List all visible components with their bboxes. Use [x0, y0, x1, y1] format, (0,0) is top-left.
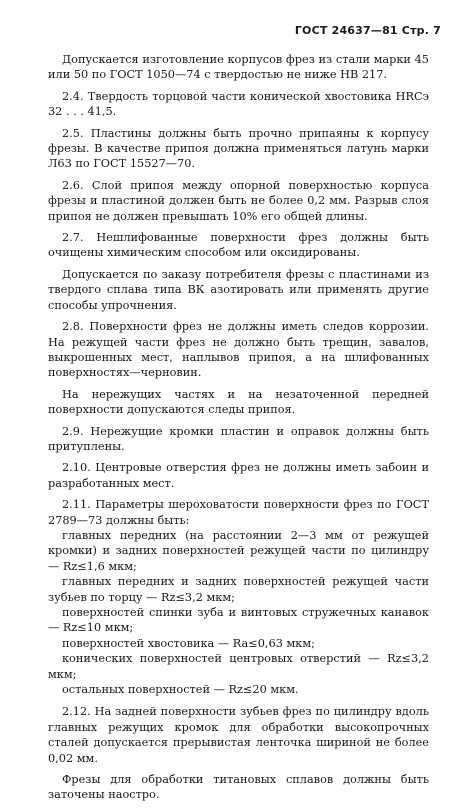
- paragraph: 2.10. Центровые отверстия фрез не должны иметь забоин и разработанных мест.: [48, 461, 429, 490]
- roughness-list-item: поверхностей хвостовика — Ra≤0,63 мкм;: [62, 636, 315, 650]
- roughness-list-item: конических поверхностей центровых отверстий — Rz≤3,2 мкм;: [48, 652, 429, 681]
- paragraph: 2.7. Нешлифованные поверхности фрез должны быть очищены химическим способом или оксидированы.: [48, 231, 429, 260]
- paragraph: Допускается изготовление корпусов фрез из стали марки 45 или 50 по ГОСТ 1050—74 с твердостью не ниже НВ 217.: [48, 53, 429, 82]
- paragraph: 2.6. Слой припоя между опорной поверхностью корпуса фрезы и пластиной должен быть не более 0,2 мм. Разрыв слоя припоя не должен превышать 10% его общей длины.: [48, 178, 429, 223]
- paragraph: 2.4. Твердость торцовой части конической хвостовика HRCэ 32 . . . 41,5.: [48, 89, 429, 119]
- roughness-list-item: остальных поверхностей — Rz≤20 мкм.: [62, 683, 299, 697]
- paragraph: Допускается по заказу потребителя фрезы с пластинами из твердого сплава типа ВК азотировать или применять другие способы упрочнения.: [48, 267, 429, 312]
- page-header: ГОСТ 24637—81 Стр. 7: [294, 24, 441, 37]
- paragraph: 2.9. Нережущие кромки пластин и оправок должны быть притуплены.: [48, 424, 429, 453]
- paragraph: 2.12. На задней поверхности зубьев фрез по цилиндру вдоль главных режущих кромок для обработки высокопрочных сталей допускается прерывистая ленточка шириной не более 0,02 мм.: [48, 705, 429, 765]
- roughness-list-item: поверхностей спинки зуба и винтовых стружечных канавок — Rz≤10 мкм;: [48, 606, 429, 635]
- paragraph: 2.8. Поверхности фрез не должны иметь следов коррозии. На режущей части фрез не должно быть трещин, завалов, выкрошенных мест, наплывов припоя, а на шлифованных поверхностях—черновин.: [48, 320, 429, 380]
- paragraph: Фрезы для обработки титановых сплавов должны быть заточены наостро.: [48, 773, 429, 802]
- paragraph: 2.11. Параметры шероховатости поверхности фрез по ГОСТ 2789—73 должны быть:: [48, 498, 429, 527]
- document-body: [48, 52, 429, 809]
- paragraph: 2.5. Пластины должны быть прочно припаяны к корпусу фрезы. В качестве припоя должна применяться латунь марки Л63 по ГОСТ 15527—70.: [48, 126, 429, 171]
- paragraph: На нережущих частях и на незаточенной передней поверхности допускаются следы припоя.: [48, 387, 429, 417]
- roughness-list-item: главных передних (на расстоянии 2—3 мм от режущей кромки) и задних поверхностей режущей части по цилиндру — Rz≤1,6 мкм;: [48, 528, 429, 573]
- roughness-list-item: главных передних и задних поверхностей режущей части зубьев по торцу — Rz≤3,2 мкм;: [48, 575, 429, 604]
